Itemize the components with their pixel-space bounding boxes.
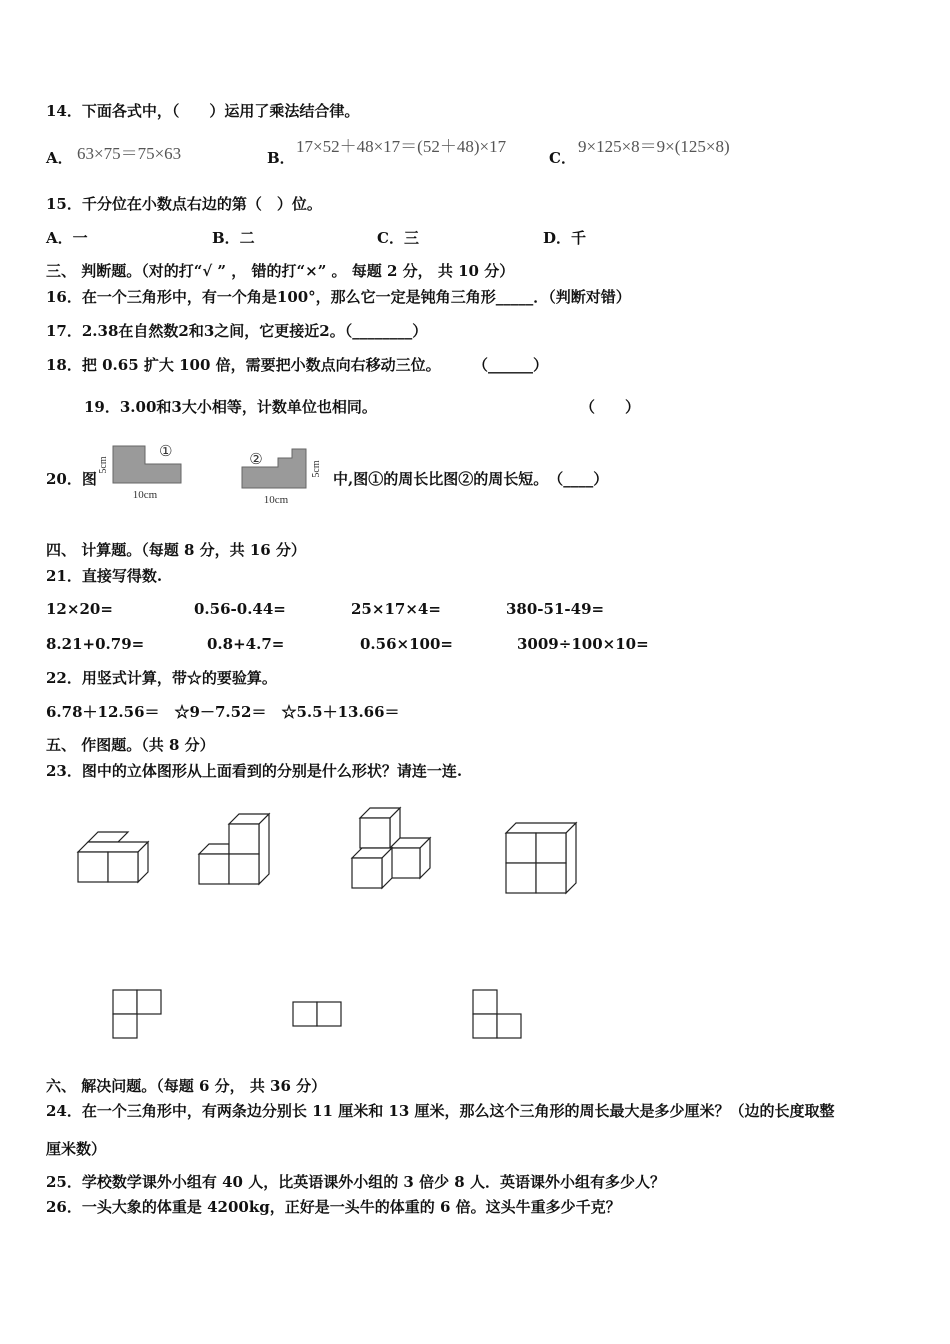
q26-text: 26．一头大象的体重是 4200kg，正好是一头牛的体重的 6 倍。这头牛重多少千克？	[46, 1198, 621, 1216]
q23-top-view-3	[470, 988, 525, 1040]
q18-answer-blank[interactable]: （______）	[473, 356, 549, 374]
q14-stem: 14．下面各式中，（ ）运用了乘法结合律。	[46, 102, 360, 120]
q21-item-7: 0.56×100=	[360, 635, 453, 653]
q21-item-8: 3009÷100×10=	[517, 635, 649, 653]
q23-solid-4	[498, 814, 588, 899]
q15-option-b[interactable]: B．二	[212, 229, 255, 247]
q20-figure-2	[236, 441, 336, 511]
q22-items: 6.78＋12.56＝ ☆9－7.52＝ ☆5.5＋13.66＝	[46, 703, 400, 721]
q21-item-4: 380-51-49=	[506, 600, 605, 618]
q14-option-b-expr: 17×52＋48×17＝(52＋48)×17	[296, 137, 507, 156]
q24-line-1: 24．在一个三角形中，有两条边分别长 11 厘米和 13 厘米，那么这个三角形的周长最大是多少厘米？（边的长度取整	[46, 1102, 835, 1120]
q23-solid-3	[345, 800, 440, 892]
section-5-title: 五、 作图题。（共 8 分）	[46, 736, 215, 754]
q15-stem: 15．千分位在小数点右边的第（ ）位。	[46, 195, 322, 213]
q21-item-5: 8.21+0.79=	[46, 635, 145, 653]
q25-text: 25．学校数学课外小组有 40 人，比英语课外小组的 3 倍少 8 人．英语课外小组有多少人？	[46, 1173, 665, 1191]
q23-solid-2	[190, 808, 280, 893]
q20-fig1-height-label: 5cm	[98, 456, 109, 474]
q14-option-a-label[interactable]: A．	[46, 149, 73, 167]
q21-stem: 21．直接写得数.	[46, 567, 163, 585]
q21-item-6: 0.8+4.7=	[207, 635, 285, 653]
q14-option-a-expr: 63×75＝75×63	[77, 144, 182, 163]
q20-figure-1	[97, 426, 197, 506]
q15-option-c[interactable]: C．三	[377, 229, 419, 247]
q20-fig1-width-label: 10cm	[132, 489, 158, 501]
section-6-title: 六、 解决问题。（每题 6 分， 共 36 分）	[46, 1077, 327, 1095]
q18-text: 18．把 0.65 扩大 100 倍，需要把小数点向右移动三位。	[46, 356, 441, 374]
q20-fig1-number: ①	[159, 442, 173, 460]
section-4-title: 四、 计算题。（每题 8 分，共 16 分）	[46, 541, 306, 559]
q19-text: 19．3.00和3大小相等，计数单位也相同。	[84, 398, 377, 416]
q19-answer-blank[interactable]: （ ）	[580, 398, 641, 416]
q23-top-view-2	[290, 1000, 345, 1030]
q16-text: 16．在一个三角形中，有一个角是100°，那么它一定是钝角三角形_____．（判断对错）	[46, 288, 631, 306]
section-3-title: 三、 判断题。（对的打“√ ” ， 错的打“×” 。 每题 2 分， 共 10 分）	[46, 262, 515, 280]
q14-option-c-label[interactable]: C．	[549, 149, 576, 167]
q20-suffix: 中,图①的周长比图②的周长短。 （____）	[333, 470, 609, 488]
q23-top-view-1	[110, 988, 165, 1040]
q24-line-2: 厘米数）	[46, 1140, 107, 1158]
q15-option-a[interactable]: A．一	[46, 229, 88, 247]
q20-fig2-width-label: 10cm	[263, 494, 289, 506]
q14-option-c-expr: 9×125×8＝9×(125×8)	[578, 137, 730, 156]
q14-option-b-label[interactable]: B．	[267, 149, 295, 167]
q20-prefix: 20．图	[46, 470, 97, 488]
q23-stem: 23．图中的立体图形从上面看到的分别是什么形状？请连一连.	[46, 762, 463, 780]
q21-item-2: 0.56-0.44=	[194, 600, 286, 618]
q21-item-3: 25×17×4=	[351, 600, 441, 618]
q20-fig2-number: ②	[249, 450, 263, 468]
q21-item-1: 12×20=	[46, 600, 113, 618]
q20-fig2-height-label: 5cm	[311, 460, 322, 478]
q23-solid-1	[70, 820, 160, 895]
q15-option-d[interactable]: D．千	[543, 229, 587, 247]
q17-text: 17．2.38在自然数2和3之间，它更接近2。（________）	[46, 322, 428, 340]
q22-stem: 22．用竖式计算，带☆的要验算。	[46, 669, 277, 687]
